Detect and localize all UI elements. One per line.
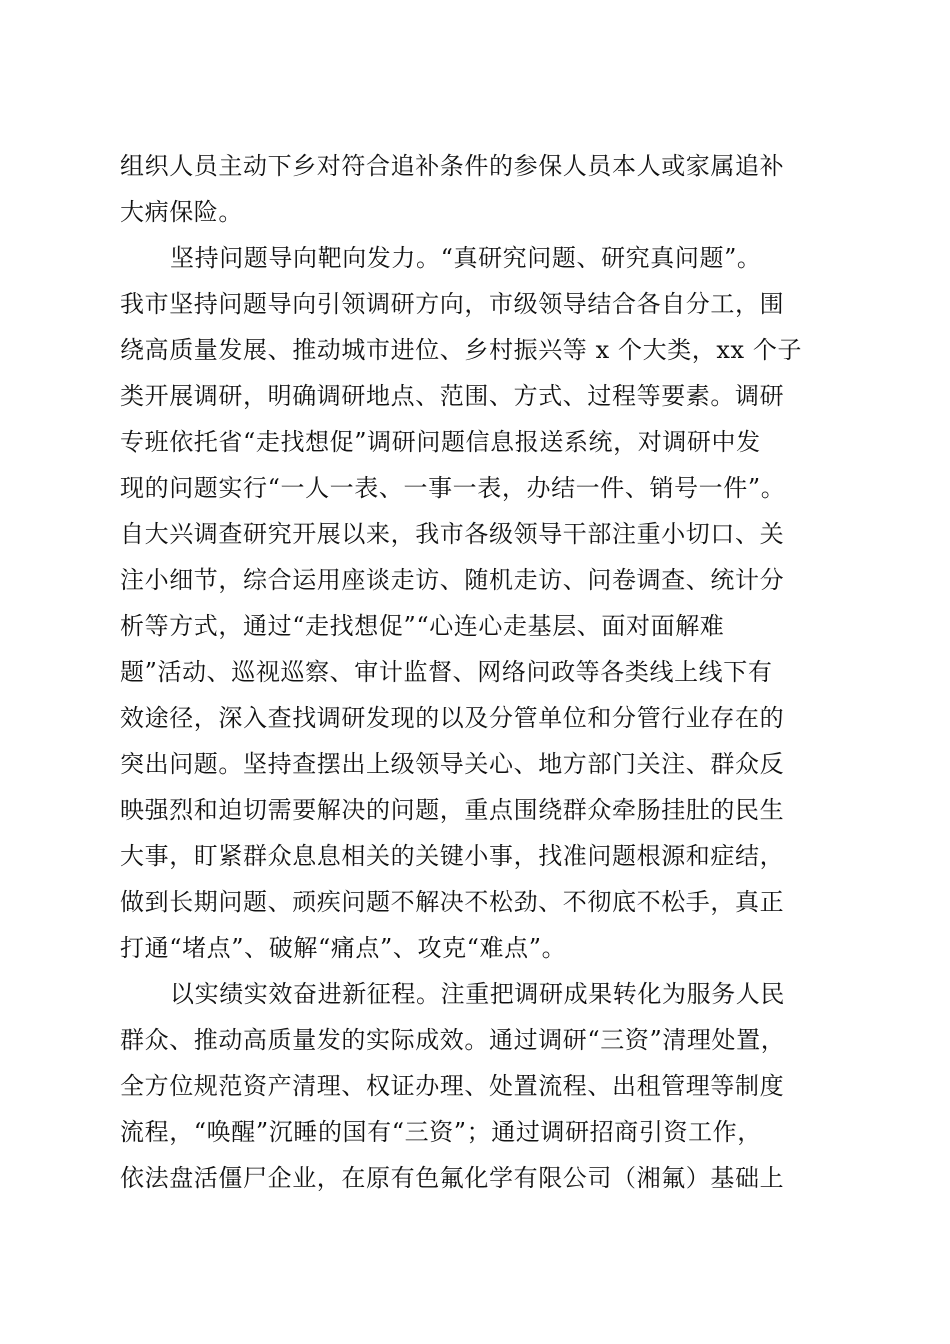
- text-line: 打通“堵点”、破解“痛点”、攻克“难点”。: [120, 934, 567, 962]
- text-line: 专班依托省“走找想促”调研问题信息报送系统，对调研中发: [120, 428, 761, 456]
- paragraph-2: [120, 235, 825, 971]
- text-line: 类开展调研，明确调研地点、范围、方式、过程等要素。调研: [120, 382, 785, 410]
- text-line: 大事，盯紧群众息息相关的关键小事，找准问题根源和症结，: [120, 842, 785, 870]
- text-line: 注小细节，综合运用座谈走访、随机走访、问卷调查、统计分: [120, 566, 785, 594]
- text-line: 大病保险。: [120, 198, 243, 226]
- text-line: 突出问题。坚持查摆出上级领导关心、地方部门关注、群众反: [120, 750, 785, 778]
- text-line: 析等方式，通过“走找想促”“心连心走基层、面对面解难: [120, 612, 725, 640]
- text-line: 效途径，深入查找调研发现的以及分管单位和分管行业存在的: [120, 704, 785, 732]
- text-line: 我市坚持问题导向引领调研方向，市级领导结合各自分工，围: [120, 290, 785, 318]
- text-line: 自大兴调查研究开展以来，我市各级领导干部注重小切口、关: [120, 520, 785, 548]
- text-line: 以实绩实效奋进新征程。注重把调研成果转化为服务人民: [170, 980, 785, 1008]
- text-line: 依法盘活僵尸企业，在原有色氟化学有限公司（湘氟）基础上: [120, 1164, 785, 1192]
- text-line: 做到长期问题、顽疾问题不解决不松劲、不彻底不松手，真正: [120, 888, 785, 916]
- paragraph-1: [120, 143, 825, 235]
- text-line: 绕高质量发展、推动城市进位、乡村振兴等 x 个大类，xx 个子: [120, 336, 803, 364]
- text-line: 全方位规范资产清理、权证办理、处置流程、出租管理等制度: [120, 1072, 785, 1100]
- text-line: 群众、推动高质量发的实际成效。通过调研“三资”清理处置，: [120, 1026, 786, 1054]
- text-line: 现的问题实行“一人一表、一事一表，办结一件、销号一件”。: [120, 474, 786, 502]
- text-line: 题”活动、巡视巡察、审计监督、网络问政等各类线上线下有: [120, 658, 773, 686]
- document-body: [120, 143, 825, 1201]
- text-line: 映强烈和迫切需要解决的问题，重点围绕群众牵肠挂肚的民生: [120, 796, 785, 824]
- text-line: 流程，“唤醒”沉睡的国有“三资”；通过调研招商引资工作，: [120, 1118, 762, 1146]
- text-line: 组织人员主动下乡对符合追补条件的参保人员本人或家属追补: [120, 152, 785, 180]
- paragraph-3: [120, 971, 825, 1201]
- text-line: 坚持问题导向靶向发力。“真研究问题、研究真问题”。: [170, 244, 762, 272]
